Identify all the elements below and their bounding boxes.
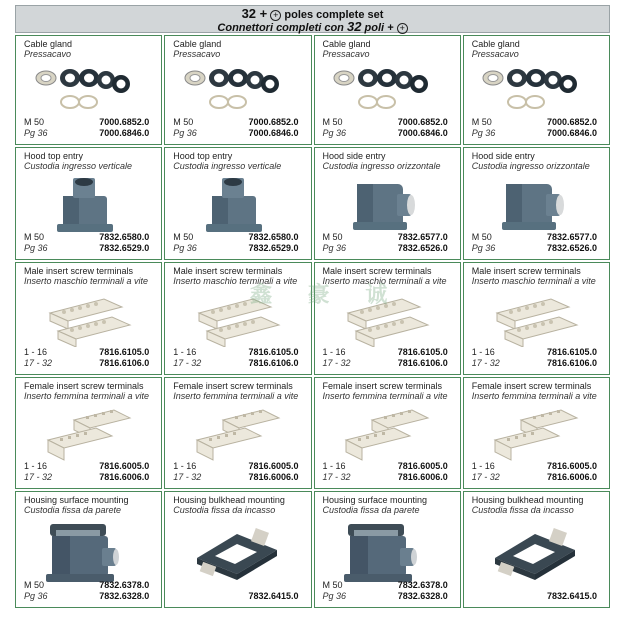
variant-label: 1 - 16 bbox=[24, 461, 48, 471]
product-subtitle: Inserto maschio terminali a vite bbox=[322, 276, 447, 286]
product-subtitle: Custodia fissa da parete bbox=[24, 505, 122, 515]
product-title: Male insert screw terminals bbox=[322, 266, 432, 276]
male-insert-icon bbox=[464, 291, 609, 346]
variant-label: 1 - 16 bbox=[24, 347, 48, 357]
female-insert-icon bbox=[315, 406, 460, 460]
variant-label: M 50 bbox=[173, 117, 194, 127]
variant-label: 1 - 16 bbox=[322, 347, 346, 357]
product-grid bbox=[15, 35, 610, 604]
part-number: 7816.6106.0 bbox=[248, 358, 299, 368]
product-title: Housing surface mounting bbox=[24, 495, 129, 505]
variant-label: 1 - 16 bbox=[471, 461, 495, 471]
variant-label: M 50 bbox=[24, 580, 45, 590]
part-number: 7816.6006.0 bbox=[546, 472, 597, 482]
hood-top-entry-icon bbox=[16, 176, 161, 231]
housing-surface-icon bbox=[16, 520, 161, 579]
part-number: 7832.6529.0 bbox=[248, 243, 299, 253]
product-title: Male insert screw terminals bbox=[471, 266, 581, 276]
cable-gland-icon bbox=[315, 64, 460, 116]
product-subtitle: Inserto maschio terminali a vite bbox=[24, 276, 149, 286]
variant-label: Pg 36 bbox=[471, 128, 496, 138]
part-number: 7832.6328.0 bbox=[99, 591, 150, 601]
product-title: Hood side entry bbox=[322, 151, 386, 161]
hood-top-entry-icon bbox=[165, 176, 310, 231]
product-title: Female insert screw terminals bbox=[471, 381, 592, 391]
variant-label: Pg 36 bbox=[24, 243, 48, 253]
product-cell bbox=[463, 491, 610, 608]
part-number: 7832.6526.0 bbox=[546, 243, 597, 253]
product-subtitle: Inserto maschio terminali a vite bbox=[471, 276, 596, 286]
variant-label: Pg 36 bbox=[173, 128, 197, 138]
variant-label: Pg 36 bbox=[24, 128, 48, 138]
product-cell bbox=[463, 147, 610, 260]
male-insert-icon bbox=[16, 291, 161, 346]
variant-label: M 50 bbox=[471, 232, 492, 242]
product-subtitle: Inserto femmina terminali a vite bbox=[173, 391, 299, 401]
part-number: 7832.6328.0 bbox=[397, 591, 448, 601]
variant-label: M 50 bbox=[471, 117, 492, 127]
header-title-it: Connettori completi con bbox=[217, 22, 344, 34]
ground-plus-icon: + bbox=[397, 23, 408, 34]
part-number: 7000.6846.0 bbox=[546, 128, 597, 138]
part-number: 7816.6005.0 bbox=[397, 461, 448, 471]
product-subtitle: Inserto maschio terminali a vite bbox=[173, 276, 298, 286]
product-subtitle: Pressacavo bbox=[322, 49, 370, 59]
variant-label: 17 - 32 bbox=[173, 472, 202, 482]
variant-label: Pg 36 bbox=[322, 128, 347, 138]
product-subtitle: Custodia ingresso verticale bbox=[173, 161, 282, 171]
variant-label: M 50 bbox=[24, 117, 45, 127]
part-number: 7832.6577.0 bbox=[546, 232, 597, 242]
product-title: Female insert screw terminals bbox=[173, 381, 293, 391]
cable-gland-icon bbox=[464, 64, 609, 116]
variant-label: Pg 36 bbox=[24, 591, 48, 601]
part-number: 7816.6105.0 bbox=[99, 347, 150, 357]
variant-label: 17 - 32 bbox=[24, 472, 53, 482]
product-title: Cable gland bbox=[322, 39, 371, 49]
variant-label: M 50 bbox=[322, 580, 343, 590]
product-subtitle: Inserto femmina terminali a vite bbox=[471, 391, 597, 401]
variant-label: M 50 bbox=[322, 117, 343, 127]
product-cell bbox=[15, 147, 162, 260]
product-cell bbox=[463, 377, 610, 489]
header-count: 32 + bbox=[241, 6, 268, 21]
part-number: 7832.6526.0 bbox=[397, 243, 448, 253]
product-cell bbox=[164, 35, 311, 145]
catalog-header bbox=[15, 5, 610, 33]
product-title: Hood top entry bbox=[24, 151, 84, 161]
header-line-english bbox=[16, 8, 609, 21]
variant-label: M 50 bbox=[24, 232, 45, 242]
cable-gland-icon bbox=[165, 64, 310, 116]
part-number: 7816.6005.0 bbox=[248, 461, 299, 471]
product-subtitle: Pressacavo bbox=[173, 49, 221, 59]
header-count-it: 32 bbox=[346, 19, 362, 34]
part-number: 7816.6106.0 bbox=[546, 358, 597, 368]
variant-label: 17 - 32 bbox=[24, 358, 53, 368]
variant-label: Pg 36 bbox=[322, 591, 347, 601]
ground-plus-icon: + bbox=[270, 10, 281, 21]
part-number: 7816.6105.0 bbox=[248, 347, 299, 357]
part-number: 7816.6106.0 bbox=[99, 358, 150, 368]
female-insert-icon bbox=[16, 406, 161, 460]
female-insert-icon bbox=[165, 406, 310, 460]
part-number: 7000.6846.0 bbox=[248, 128, 299, 138]
product-cell bbox=[314, 35, 461, 145]
variant-label: Pg 36 bbox=[471, 243, 496, 253]
part-number: 7000.6846.0 bbox=[99, 128, 150, 138]
part-number: 7832.6580.0 bbox=[248, 232, 299, 242]
product-title: Cable gland bbox=[173, 39, 222, 49]
product-cell bbox=[314, 377, 461, 489]
product-cell bbox=[15, 377, 162, 489]
variant-label: 17 - 32 bbox=[322, 472, 351, 482]
part-number: 7832.6378.0 bbox=[99, 580, 150, 590]
product-title: Female insert screw terminals bbox=[24, 381, 144, 391]
part-number: 7000.6852.0 bbox=[397, 117, 448, 127]
product-title: Cable gland bbox=[471, 39, 520, 49]
watermark: 鑫 豪 诚 bbox=[250, 282, 402, 308]
product-cell bbox=[164, 377, 311, 489]
product-subtitle: Custodia fissa da parete bbox=[322, 505, 420, 515]
variant-label: 17 - 32 bbox=[471, 358, 500, 368]
product-subtitle: Custodia fissa da incasso bbox=[173, 505, 276, 515]
part-number: 7000.6852.0 bbox=[546, 117, 597, 127]
product-title: Cable gland bbox=[24, 39, 73, 49]
product-cell bbox=[15, 262, 162, 375]
product-title: Male insert screw terminals bbox=[173, 266, 283, 276]
part-number: 7816.6006.0 bbox=[397, 472, 448, 482]
product-cell bbox=[314, 147, 461, 260]
variant-label: Pg 36 bbox=[173, 243, 197, 253]
product-subtitle: Custodia ingresso orizzontale bbox=[322, 161, 441, 171]
part-number: 7000.6846.0 bbox=[397, 128, 448, 138]
product-cell bbox=[15, 35, 162, 145]
header-line-italian bbox=[16, 21, 609, 34]
product-title: Housing surface mounting bbox=[322, 495, 428, 505]
part-number: 7000.6852.0 bbox=[99, 117, 150, 127]
product-title: Hood side entry bbox=[471, 151, 535, 161]
part-number: 7816.6106.0 bbox=[397, 358, 448, 368]
variant-label: 17 - 32 bbox=[173, 358, 202, 368]
part-number: 7832.6378.0 bbox=[397, 580, 448, 590]
variant-label: M 50 bbox=[322, 232, 343, 242]
part-number: 7816.6105.0 bbox=[397, 347, 448, 357]
variant-label: 17 - 32 bbox=[471, 472, 500, 482]
female-insert-icon bbox=[464, 406, 609, 460]
part-number: 7816.6005.0 bbox=[546, 461, 597, 471]
part-number: 7832.6577.0 bbox=[397, 232, 448, 242]
variant-label: 1 - 16 bbox=[471, 347, 495, 357]
housing-surface-icon bbox=[315, 520, 460, 579]
variant-label: 1 - 16 bbox=[173, 461, 197, 471]
part-number: 7816.6006.0 bbox=[248, 472, 299, 482]
housing-bulkhead-icon bbox=[165, 520, 310, 579]
part-number: 7832.6415.0 bbox=[546, 591, 597, 601]
product-cell bbox=[164, 491, 311, 608]
header-title-en: poles complete set bbox=[284, 9, 384, 21]
product-subtitle: Custodia ingresso orizzontale bbox=[471, 161, 590, 171]
header-title-it-suffix: poli + bbox=[364, 22, 394, 34]
product-cell bbox=[164, 147, 311, 260]
product-subtitle: Inserto femmina terminali a vite bbox=[24, 391, 150, 401]
product-subtitle: Custodia fissa da incasso bbox=[471, 505, 574, 515]
variant-label: M 50 bbox=[173, 232, 194, 242]
product-subtitle: Custodia ingresso verticale bbox=[24, 161, 133, 171]
hood-side-entry-icon bbox=[464, 176, 609, 231]
product-subtitle: Pressacavo bbox=[24, 49, 72, 59]
product-cell bbox=[463, 262, 610, 375]
part-number: 7832.6529.0 bbox=[99, 243, 150, 253]
product-title: Housing bulkhead mounting bbox=[173, 495, 285, 505]
product-title: Hood top entry bbox=[173, 151, 233, 161]
product-title: Female insert screw terminals bbox=[322, 381, 443, 391]
product-subtitle: Pressacavo bbox=[471, 49, 519, 59]
part-number: 7832.6580.0 bbox=[99, 232, 150, 242]
variant-label: Pg 36 bbox=[322, 243, 347, 253]
product-cell bbox=[314, 491, 461, 608]
part-number: 7832.6415.0 bbox=[248, 591, 299, 601]
product-cell bbox=[463, 35, 610, 145]
variant-label: 17 - 32 bbox=[322, 358, 351, 368]
part-number: 7816.6105.0 bbox=[546, 347, 597, 357]
hood-side-entry-icon bbox=[315, 176, 460, 231]
product-title: Housing bulkhead mounting bbox=[471, 495, 584, 505]
variant-label: 1 - 16 bbox=[322, 461, 346, 471]
part-number: 7816.6006.0 bbox=[99, 472, 150, 482]
product-cell bbox=[15, 491, 162, 608]
variant-label: 1 - 16 bbox=[173, 347, 197, 357]
cable-gland-icon bbox=[16, 64, 161, 116]
product-title: Male insert screw terminals bbox=[24, 266, 134, 276]
part-number: 7000.6852.0 bbox=[248, 117, 299, 127]
part-number: 7816.6005.0 bbox=[99, 461, 150, 471]
product-subtitle: Inserto femmina terminali a vite bbox=[322, 391, 448, 401]
housing-bulkhead-icon bbox=[464, 520, 609, 579]
